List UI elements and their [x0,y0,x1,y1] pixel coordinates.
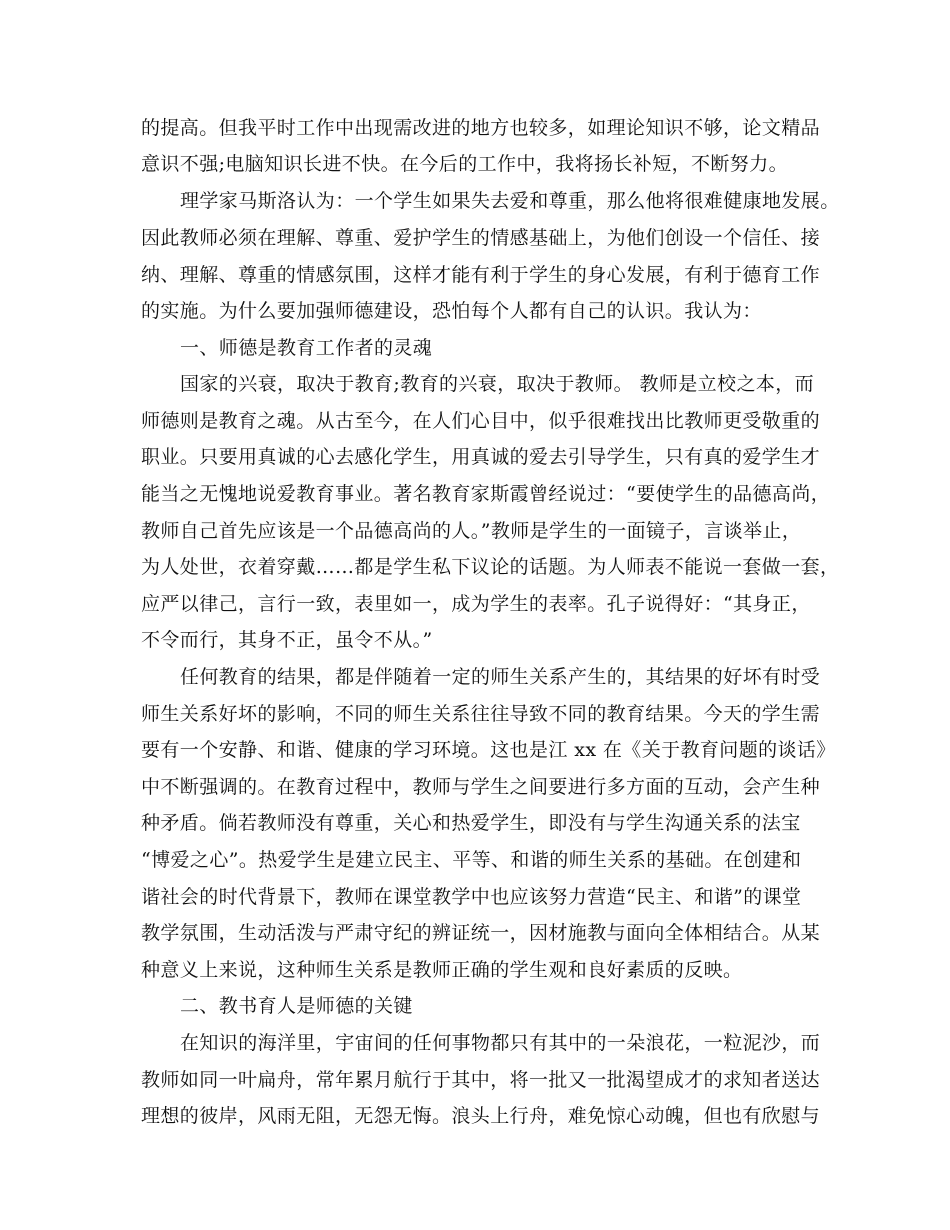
text-line: 师生关系好坏的影响，不同的师生关系往往导致不同的教育结果。今天的学生需 [141,703,821,725]
section-heading-1: 一、师德是教育工作者的灵魂 [180,337,433,359]
text-line: 中不断强调的。在教育过程中，教师与学生之间要进行多方面的互动，会产生种 [141,776,821,798]
text-line: 能当之无愧地说爱教育事业。著名教育家斯霞曾经说过：“要使学生的品德高尚， [141,483,831,505]
text-line: 不令而行，其身不正，虽令不从。” [141,629,433,651]
text-line: 理想的彼岸，风雨无阻，无怨无悔。浪头上行舟，难免惊心动魄，但也有欣慰与 [141,1105,821,1127]
text-line: 的实施。为什么要加强师德建设，恐怕每个人都有自己的认识。我认为： [141,300,762,322]
text-line: 教师自己首先应该是一个品德高尚的人。”教师是学生的一面镜子，言谈举止， [141,520,802,542]
text-line: 应严以律己，言行一致，表里如一，成为学生的表率。孔子说得好：“其身正， [141,593,811,615]
text-line: 种意义上来说，这种师生关系是教师正确的学生观和良好素质的反映。 [141,959,743,981]
paragraph-first-line: 理学家马斯洛认为：一个学生如果失去爱和尊重，那么他将很难健康地发展。 [180,190,840,212]
text-line: 职业。只要用真诚的心去感化学生，用真诚的爱去引导学生，只有真的爱学生才 [141,446,821,468]
text-line: 因此教师必须在理解、尊重、爱护学生的情感基础上，为他们创设一个信任、接 [141,227,821,249]
paragraph-first-line: 在知识的海洋里，宇宙间的任何事物都只有其中的一朵浪花，一粒泥沙，而 [180,1032,821,1054]
text-line: 师德则是教育之魂。从古至今，在人们心目中，似乎很难找出比教师更受敬重的 [141,410,821,432]
text-line: 教学氛围，生动活泼与严肃守纪的辨证统一，因材施教与面向全体相结合。从某 [141,922,821,944]
paragraph-first-line: 任何教育的结果，都是伴随着一定的师生关系产生的，其结果的好坏有时受 [180,666,821,688]
text-line: 种矛盾。倘若教师没有尊重，关心和热爱学生，即没有与学生沟通关系的法宝 [141,812,801,834]
section-heading-2: 二、教书育人是师德的关键 [180,995,413,1017]
text-line: 纳、理解、尊重的情感氛围，这样才能有利于学生的身心发展，有利于德育工作 [141,264,821,286]
text-line: 意识不强;电脑知识长进不快。在今后的工作中，我将扬长补短，不断努力。 [141,153,789,175]
text-line: 为人处世，衣着穿戴……都是学生私下议论的话题。为人师表不能说一套做一套， [141,556,840,578]
text-line: 要有一个安静、和谐、健康的学习环境。这也是江 xx 在《关于教育问题的谈话》 [141,739,836,761]
text-line: “博爱之心”。热爱学生是建立民主、平等、和谐的师生关系的基础。在创建和 [141,849,802,871]
text-line: 谐社会的时代背景下，教师在课堂教学中也应该努力营造“民主、和谐”的课堂 [141,886,802,908]
text-line: 的提高。但我平时工作中出现需改进的地方也较多，如理论知识不够，论文精品 [141,117,821,139]
paragraph-first-line: 国家的兴衰，取决于教育;教育的兴衰，取决于教师。 教师是立校之本，而 [180,373,815,395]
text-line: 教师如同一叶扁舟，常年累月航行于其中，将一批又一批渴望成才的求知者送达 [141,1069,821,1091]
